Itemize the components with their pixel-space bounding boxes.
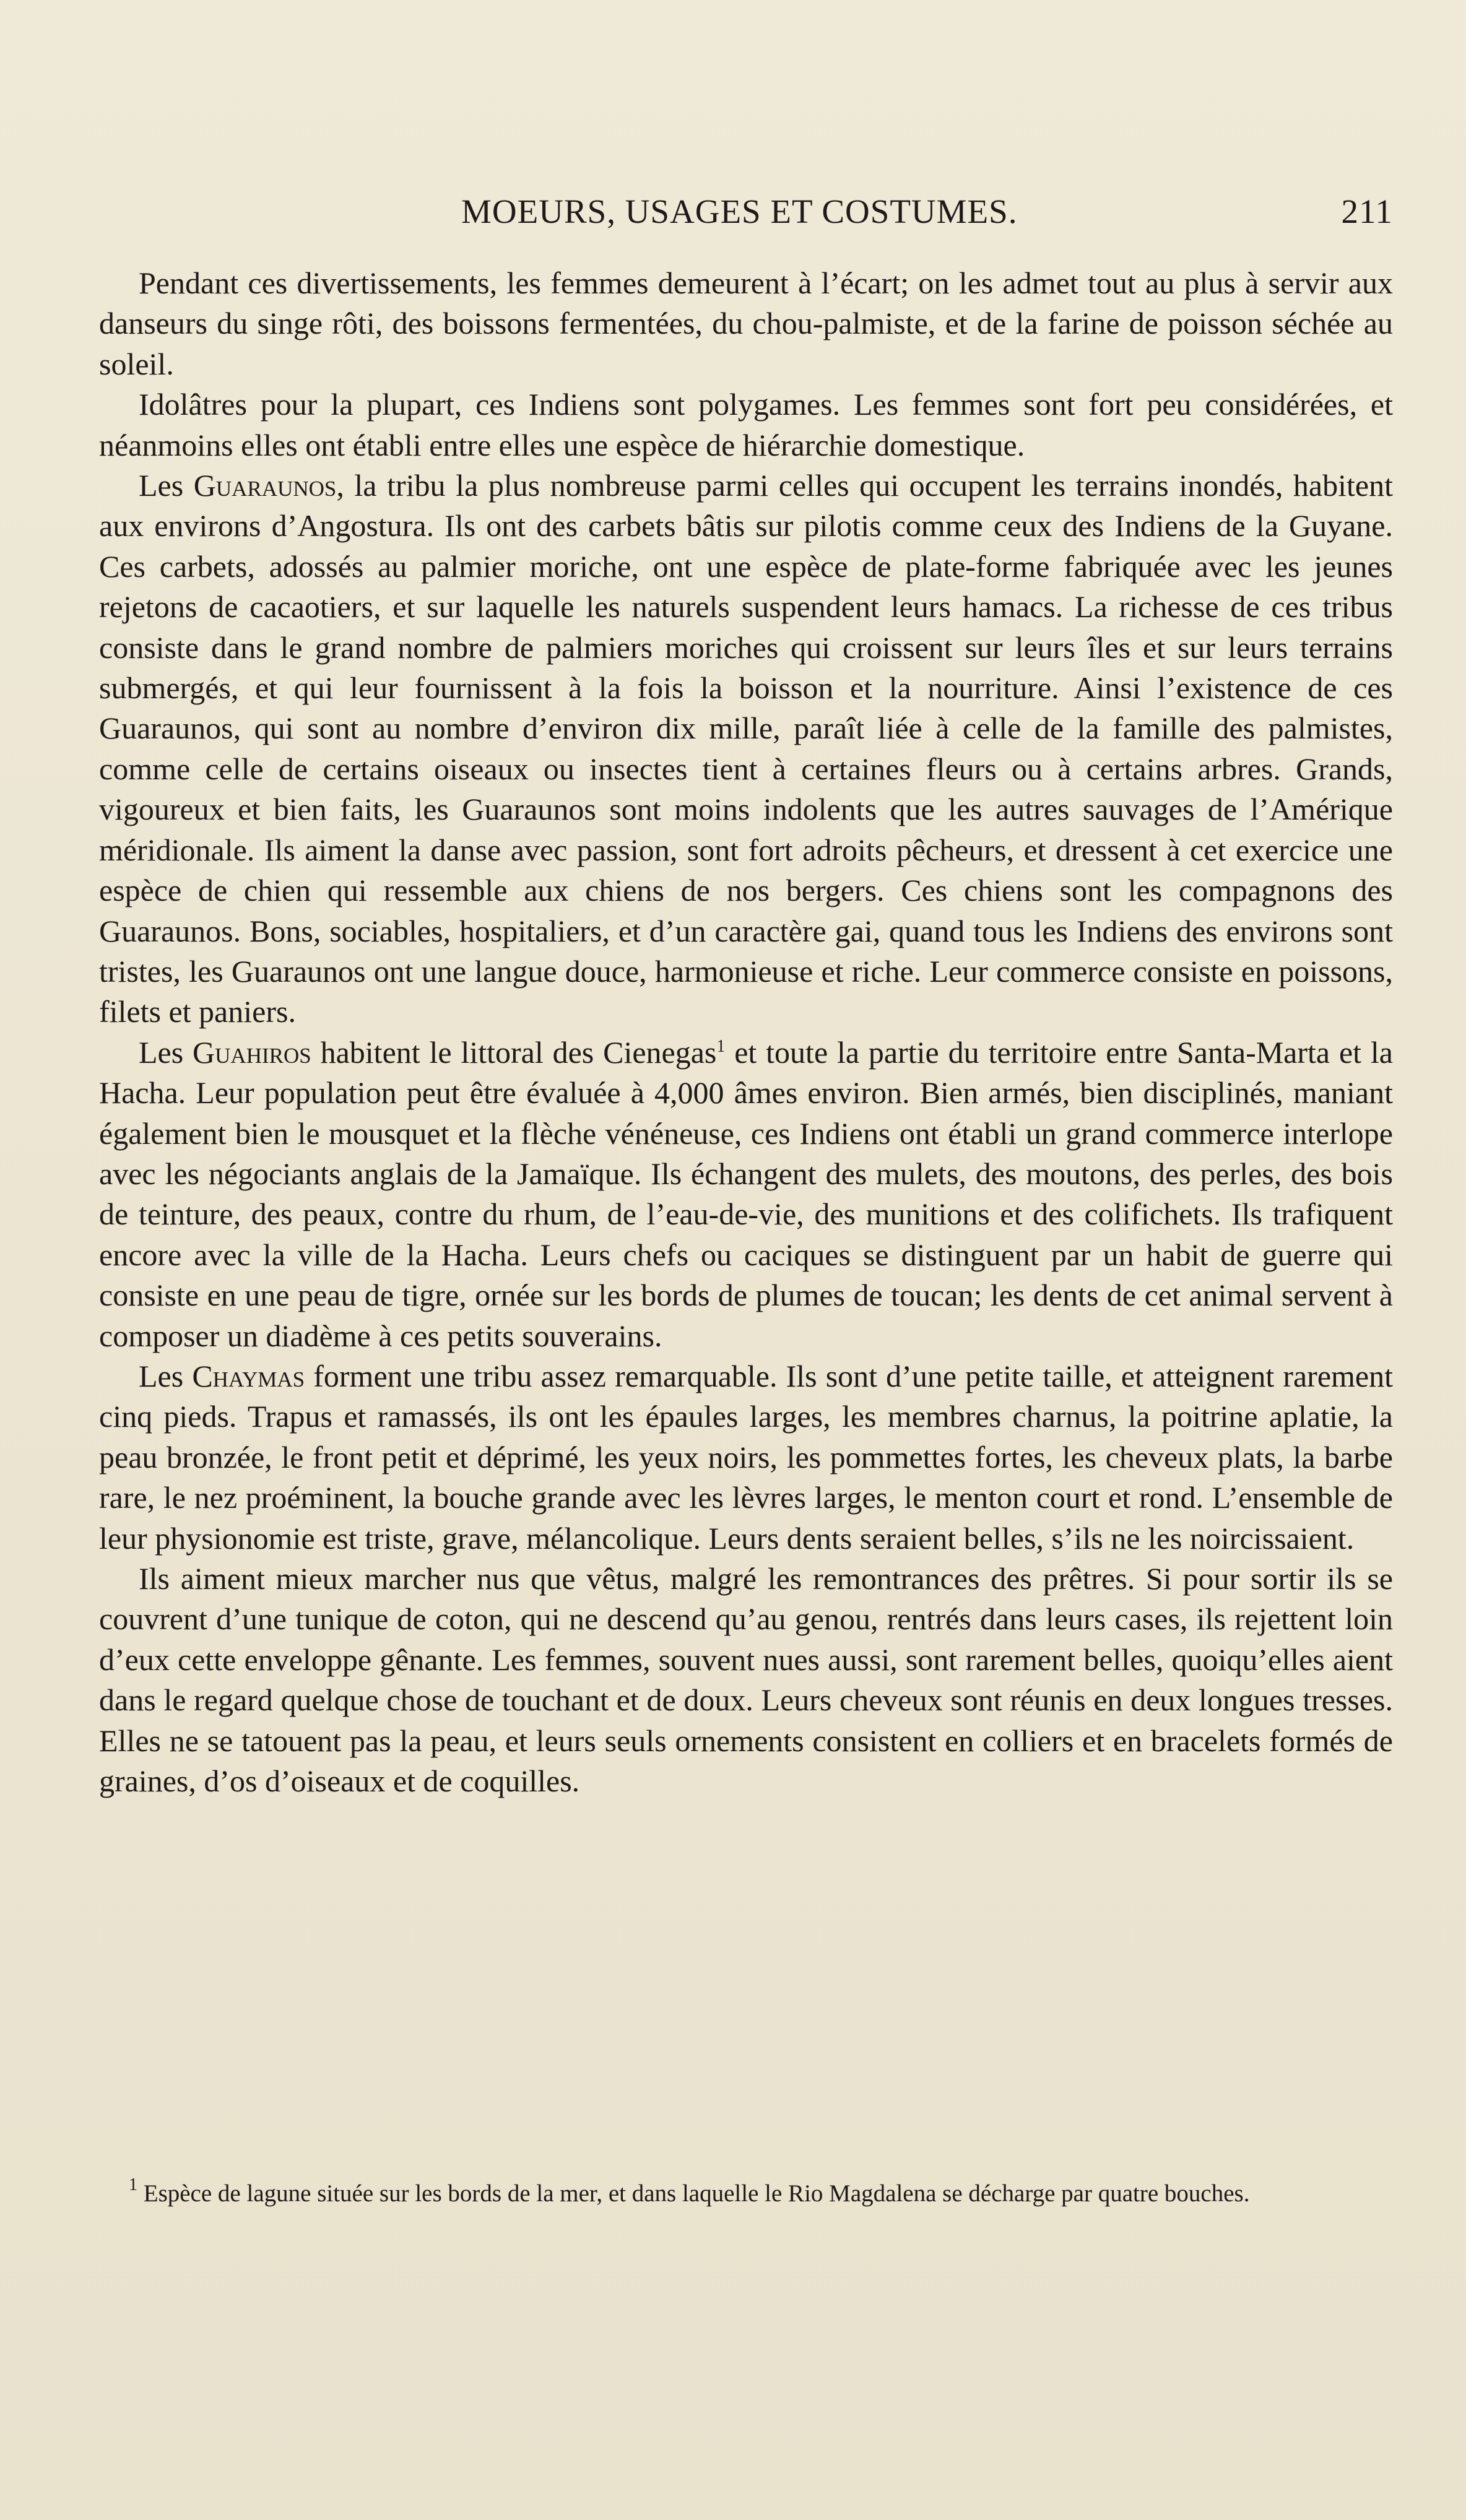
body-text <box>99 263 1393 1801</box>
tribe-name-guahiros: Guahiros <box>193 1034 311 1070</box>
paragraph-text-continued: et toute la partie du territoire entre Santa-Marta et la Hacha. Leur population peut être évaluée à 4,000 âmes environ. Bien armés, bien disciplinés, maniant également bien le mousquet et la flèche vénéneuse, ces Indiens ont établi un grand commerce interlope avec les négociants anglais de la Jamaïque. Ils échangent des mulets, des moutons, des perles, des bois de teinture, des peaux, contre du rhum, de l’eau-de-vie, des munitions et des colifichets. Ils trafiquent encore avec la ville de la Hacha. Leurs chefs ou caciques se distinguent par un habit de guerre qui consiste en une peau de tigre, ornée sur les bords de plumes de toucan; les dents de cet animal servent à composer un diadème à ces petits souverains. <box>99 1034 1393 1353</box>
paragraph-text: Pendant ces divertissements, les femmes demeurent à l’écart; on les admet tout au plus à servir aux danseurs du singe rôti, des boissons fermentées, du chou-palmiste, et de la farine de poisson séchée au soleil. <box>99 266 1393 381</box>
footnote-text: Espèce de lagune située sur les bords de la mer, et dans laquelle le Rio Magdalena se décharge par quatre bouches. <box>137 2180 1250 2207</box>
footnote <box>99 2175 1393 2209</box>
paragraph-lead: Les <box>139 1034 193 1070</box>
paragraph-vetements <box>99 1559 1393 1801</box>
footnote-reference: 1 <box>716 1036 726 1056</box>
footnote-mark: 1 <box>129 2175 137 2194</box>
paragraph-guahiros <box>99 1033 1393 1356</box>
paragraph-lead: Les <box>139 1358 193 1393</box>
tribe-name-guaraunos: Guaraunos <box>193 468 337 503</box>
paragraph-polygames <box>99 384 1393 465</box>
page-number: 211 <box>1341 193 1393 230</box>
page-header <box>99 192 1393 241</box>
paragraph-text: habitent le littoral des Cienegas <box>311 1034 717 1070</box>
paragraph-text: forment une tribu assez remarquable. Ils sont d’une petite taille, et atteignent rarement cinq pieds. Trapus et ramassés, ils ont les épaules larges, les membres charnus, la poitrine aplatie, la peau bronzée, le front petit et déprimé, les yeux noirs, les pommettes fortes, les cheveux plats, la barbe rare, le nez proéminent, la bouche grande avec les lèvres larges, le menton court et rond. L’ensemble de leur physionomie est triste, grave, mélancolique. Leurs dents seraient belles, s’ils ne les noircissaient. <box>99 1358 1393 1556</box>
paragraph-lead: Les <box>139 468 194 503</box>
paragraph-divertissements <box>99 263 1393 384</box>
paragraph-text: Ils aiment mieux marcher nus que vêtus, malgré les remontrances des prêtres. Si pour sortir ils se couvrent d’une tunique de coton, qui ne descend qu’au genou, rentrés dans leurs cases, ils rejettent loin d’eux cette enveloppe gênante. Les femmes, souvent nues aussi, sont rarement belles, quoiqu’elles aient dans le regard quelque chose de touchant et de doux. Leurs cheveux sont réunis en deux longues tresses. Elles ne se tatouent pas la peau, et leurs seuls ornements consistent en colliers et en bracelets formés de graines, d’os d’oiseaux et de coquilles. <box>99 1561 1393 1799</box>
paragraph-guaraunos <box>99 465 1393 1033</box>
tribe-name-chaymas: Chaymas <box>192 1358 305 1393</box>
paragraph-text: , la tribu la plus nombreuse parmi celles qui occupent les terrains inondés, habitent aux environs d’Angostura. Ils ont des carbets bâtis sur pilotis comme ceux des Indiens de la Guyane. Ces carbets, adossés au palmier moriche, ont une espèce de plate-forme fabriquée avec les jeunes rejetons de cacaotiers, et sur laquelle les naturels suspendent leurs hamacs. La richesse de ces tribus consiste dans le grand nombre de palmiers moriches qui croissent sur leurs îles et sur leurs terrains submergés, et qui leur fournissent à la fois la boisson et la nourriture. Ainsi l’existence de ces Guaraunos, qui sont au nombre d’environ dix mille, paraît liée à celle de la famille des palmistes, comme celle de certains oiseaux ou insectes tient à certaines fleurs ou à certains arbres. Grands, vigoureux et bien faits, les Guaraunos sont moins indolents que les autres sauvages de l’Amérique méridionale. Ils aiment la danse avec passion, sont fort adroits pêcheurs, et dressent à cet exercice une espèce de chien qui ressemble aux chiens de nos bergers. Ces chiens sont les compagnons des Guaraunos. Bons, sociables, hospitaliers, et d’un caractère gai, quand tous les Indiens des environs sont tristes, les Guaraunos ont une langue douce, harmonieuse et riche. Leur commerce consiste en poissons, filets et paniers. <box>99 468 1393 1029</box>
running-title: MOEURS, USAGES ET COSTUMES. <box>461 193 1018 230</box>
paragraph-text: Idolâtres pour la plupart, ces Indiens sont polygames. Les femmes sont fort peu considérées, et néanmoins elles ont établi entre elles une espèce de hiérarchie domestique. <box>99 387 1393 462</box>
paragraph-chaymas <box>99 1356 1393 1559</box>
